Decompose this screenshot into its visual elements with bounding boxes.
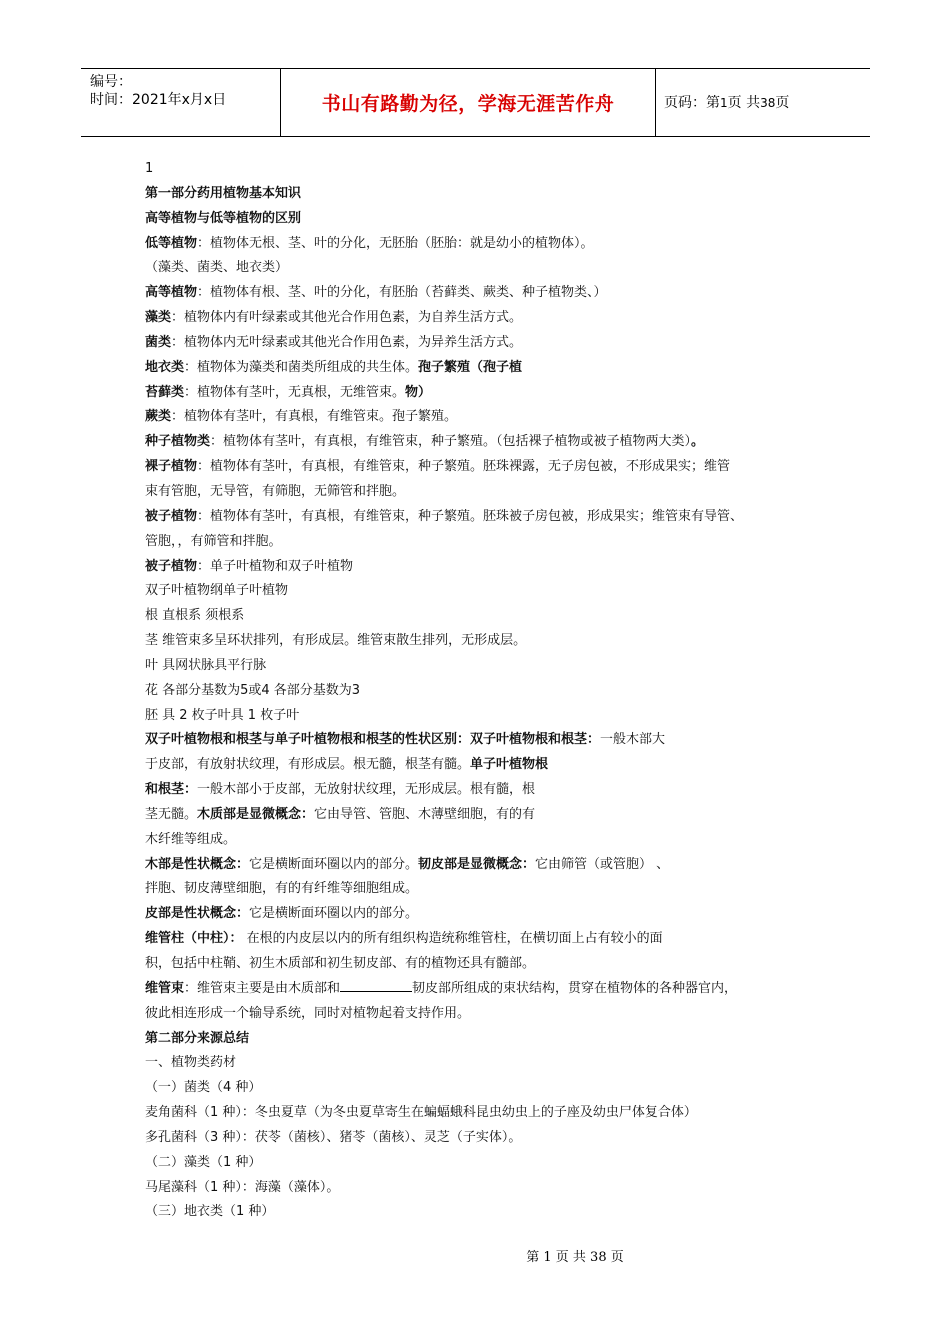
text-segment: ：植物体有根、茎、叶的分化，有胚胎（苔藓类、蕨类、种子植物类、） bbox=[197, 285, 607, 301]
bold-term: 单子叶植物根 bbox=[470, 757, 549, 773]
bold-term: 蕨类 bbox=[145, 409, 172, 425]
text-line bbox=[145, 1026, 825, 1051]
text-line bbox=[145, 901, 825, 926]
bold-term: 和根茎： bbox=[145, 782, 198, 798]
text-line bbox=[145, 404, 825, 429]
bold-term: 木质部是显微概念： bbox=[197, 806, 315, 822]
header-page-cell bbox=[656, 69, 870, 136]
text-segment: （三）地衣类（1 种） bbox=[145, 1204, 275, 1220]
text-line bbox=[145, 852, 825, 877]
text-segment: 于皮部，有放射状纹理，有形成层。根无髓，根茎有髓。 bbox=[145, 757, 471, 773]
bold-term: 。 bbox=[691, 434, 705, 450]
text-line bbox=[145, 429, 825, 454]
text-segment: ：植物体有茎叶，有真根，有维管束，种子繁殖。胚珠被子房包被，形成果实；维管束有导管、 bbox=[197, 508, 744, 524]
page-footer: 第 1 页 共 38 页 bbox=[526, 1250, 624, 1265]
text-segment: 在根的内皮层以内的所有组织构造统称维管柱，在横切面上占有较小的面 bbox=[242, 931, 663, 947]
text-line bbox=[145, 181, 825, 206]
text-line bbox=[145, 504, 825, 529]
text-line bbox=[145, 727, 825, 752]
page-total: 38 bbox=[760, 96, 776, 110]
bold-term: 低等植物 bbox=[145, 235, 198, 251]
text-line bbox=[145, 876, 825, 901]
header-info-cell bbox=[81, 69, 281, 136]
text-line bbox=[145, 603, 825, 628]
page-indicator bbox=[664, 94, 789, 112]
text-segment: ：植物体有茎叶，无真根，无维管束。 bbox=[184, 384, 406, 400]
bold-term: 菌类 bbox=[145, 334, 172, 350]
text-segment: ：植物体有茎叶，有真根，有维管束，种子繁殖。（包括裸子植物或被子植物两大类） bbox=[210, 434, 692, 450]
text-line bbox=[145, 255, 825, 280]
text-segment: 管胞，，有筛管和拌胞。 bbox=[145, 533, 282, 549]
bold-term: 地衣类 bbox=[145, 359, 185, 375]
text-line bbox=[145, 454, 825, 479]
text-segment: ：植物体无根、茎、叶的分化，无胚胎（胚胎：就是幼小的植物体）。 bbox=[197, 235, 594, 251]
bold-term: 孢子繁殖（孢子植 bbox=[418, 359, 523, 375]
bold-term: 第二部分来源总结 bbox=[145, 1030, 250, 1046]
text-segment: 木纤维等组成。 bbox=[145, 831, 237, 847]
bold-term: 双子叶植物根和根茎与单子叶植物根和根茎的性状区别：双子叶植物根和根茎： bbox=[145, 732, 601, 748]
text-segment: ：植物体内有叶绿素或其他光合作用色素，为自养生活方式。 bbox=[171, 310, 523, 326]
text-line bbox=[145, 231, 825, 256]
bold-term: 物） bbox=[405, 384, 432, 400]
text-line bbox=[145, 976, 825, 1001]
text-segment: ：单子叶植物和双子叶植物 bbox=[197, 558, 354, 574]
text-segment: 它是横断面环圈以内的部分。 bbox=[249, 856, 419, 872]
text-line bbox=[145, 1100, 825, 1125]
doc-date-label: 时间：2021年x月x日 bbox=[90, 92, 227, 108]
text-line bbox=[145, 703, 825, 728]
text-line bbox=[145, 1125, 825, 1150]
text-line bbox=[145, 305, 825, 330]
text-segment: 马尾藻科（1 种）：海藻（藻体）。 bbox=[145, 1179, 340, 1195]
text-segment: 麦角菌科（1 种）：冬虫夏草（为冬虫夏草寄生在蝙蝠蛾科昆虫幼虫上的子座及幼虫尸体复合体） bbox=[145, 1105, 697, 1121]
bold-term: 维管束 bbox=[145, 980, 185, 996]
text-line bbox=[145, 479, 825, 504]
page-prefix: 页码：第 bbox=[664, 95, 720, 111]
text-segment: 1 bbox=[145, 161, 154, 176]
bold-term: 木部是性状概念： bbox=[145, 856, 250, 872]
bold-term: 种子植物类 bbox=[145, 434, 211, 450]
text-line bbox=[145, 752, 825, 777]
text-line bbox=[145, 1001, 825, 1026]
page-suffix: 页 bbox=[775, 95, 790, 111]
text-segment: 一、植物类药材 bbox=[145, 1055, 237, 1071]
text-line bbox=[145, 529, 825, 554]
page-header bbox=[81, 68, 870, 137]
text-segment: 拌胞、韧皮薄壁细胞，有的有纤维等细胞组成。 bbox=[145, 881, 419, 897]
bold-term: 苔藓类 bbox=[145, 384, 185, 400]
text-segment: 双子叶植物纲单子叶植物 bbox=[145, 583, 289, 599]
text-line bbox=[145, 777, 825, 802]
page-current: 1 bbox=[720, 96, 728, 110]
text-segment: 茎无髓。 bbox=[145, 806, 198, 822]
text-segment: 束有管胞，无导管，有筛胞，无筛管和拌胞。 bbox=[145, 483, 406, 499]
text-segment: ：植物体有茎叶，有真根，有维管束。孢子繁殖。 bbox=[171, 409, 458, 425]
bold-term: 被子植物 bbox=[145, 508, 198, 524]
text-line bbox=[145, 1150, 825, 1175]
bold-term: 被子植物 bbox=[145, 558, 198, 574]
text-line bbox=[145, 827, 825, 852]
text-segment: ：植物体为藻类和菌类所组成的共生体。 bbox=[184, 359, 419, 375]
text-line bbox=[145, 1075, 825, 1100]
text-line bbox=[145, 330, 825, 355]
text-line bbox=[145, 280, 825, 305]
text-segment: 叶 具网状脉具平行脉 bbox=[145, 657, 267, 673]
text-line bbox=[145, 951, 825, 976]
bold-term: 第一部分药用植物基本知识 bbox=[145, 185, 302, 201]
document-body bbox=[145, 156, 825, 1224]
text-line bbox=[145, 206, 825, 231]
doc-number-label: 编号： bbox=[90, 74, 132, 90]
bold-term: 藻类 bbox=[145, 310, 172, 326]
text-line bbox=[145, 1199, 825, 1224]
text-segment: 一般木部小于皮部，无放射状纹理，无形成层。根有髓，根 bbox=[197, 782, 536, 798]
text-line bbox=[145, 926, 825, 951]
text-segment: 多孔菌科（3 种）：茯苓（菌核）、猪苓（菌核）、灵芝（子实体）。 bbox=[145, 1129, 522, 1145]
text-segment: 茎 维管束多呈环状排列，有形成层。维管束散生排列，无形成层。 bbox=[145, 633, 527, 649]
text-segment: 彼此相连形成一个输导系统，同时对植物起着支持作用。 bbox=[145, 1005, 471, 1021]
text-line bbox=[145, 578, 825, 603]
bold-term: 维管柱（中柱）： bbox=[145, 931, 243, 947]
text-line bbox=[145, 156, 825, 181]
text-line bbox=[145, 678, 825, 703]
text-segment: （一）菌类（4 种） bbox=[145, 1080, 262, 1096]
text-line bbox=[145, 355, 825, 380]
text-segment: ：植物体有茎叶，有真根，有维管束，种子繁殖。胚珠裸露，无子房包被，不形成果实；维管 bbox=[197, 459, 731, 475]
text-segment: 它由筛管（或管胞） 、 bbox=[535, 856, 670, 872]
text-segment: 积，包括中柱鞘、初生木质部和初生韧皮部、有的植物还具有髓部。 bbox=[145, 956, 536, 971]
text-line bbox=[145, 628, 825, 653]
text-segment: ：植物体内无叶绿素或其他光合作用色素，为异养生活方式。 bbox=[171, 334, 523, 350]
text-line bbox=[145, 1175, 825, 1200]
text-segment: （二）藻类（1 种） bbox=[145, 1154, 262, 1170]
text-line bbox=[145, 1050, 825, 1075]
text-segment: 它是横断面环圈以内的部分。 bbox=[249, 906, 419, 922]
text-segment: ：维管束主要是由木质部和 bbox=[184, 980, 341, 996]
text-segment: 花 各部分基数为5或4 各部分基数为3 bbox=[145, 682, 361, 698]
text-line bbox=[145, 653, 825, 678]
text-segment: 一般木部大 bbox=[600, 732, 666, 748]
text-line bbox=[145, 380, 825, 405]
text-line bbox=[145, 802, 825, 827]
text-segment: 韧皮部所组成的束状结构，贯穿在植物体的各种器官内， bbox=[412, 980, 738, 996]
text-segment: （藻类、菌类、地衣类） bbox=[145, 260, 289, 276]
bold-term: 皮部是性状概念： bbox=[145, 906, 250, 922]
text-line bbox=[145, 554, 825, 579]
bold-term: 高等植物与低等植物的区别 bbox=[145, 210, 302, 226]
bold-term: 裸子植物 bbox=[145, 459, 198, 475]
page-mid: 页 共 bbox=[727, 95, 761, 111]
text-segment: 根 直根系 须根系 bbox=[145, 608, 245, 624]
bold-term: 高等植物 bbox=[145, 285, 198, 301]
text-segment: 它由导管、管胞、木薄壁细胞，有的有 bbox=[314, 806, 536, 822]
text-segment: 胚 具 2 枚子叶具 1 枚子叶 bbox=[145, 707, 300, 723]
blank-underline bbox=[340, 979, 412, 992]
motto-text: 书山有路勤为径，学海无涯苦作舟 bbox=[321, 93, 615, 115]
header-motto-cell bbox=[281, 69, 656, 136]
bold-term: 韧皮部是显微概念： bbox=[418, 856, 536, 872]
